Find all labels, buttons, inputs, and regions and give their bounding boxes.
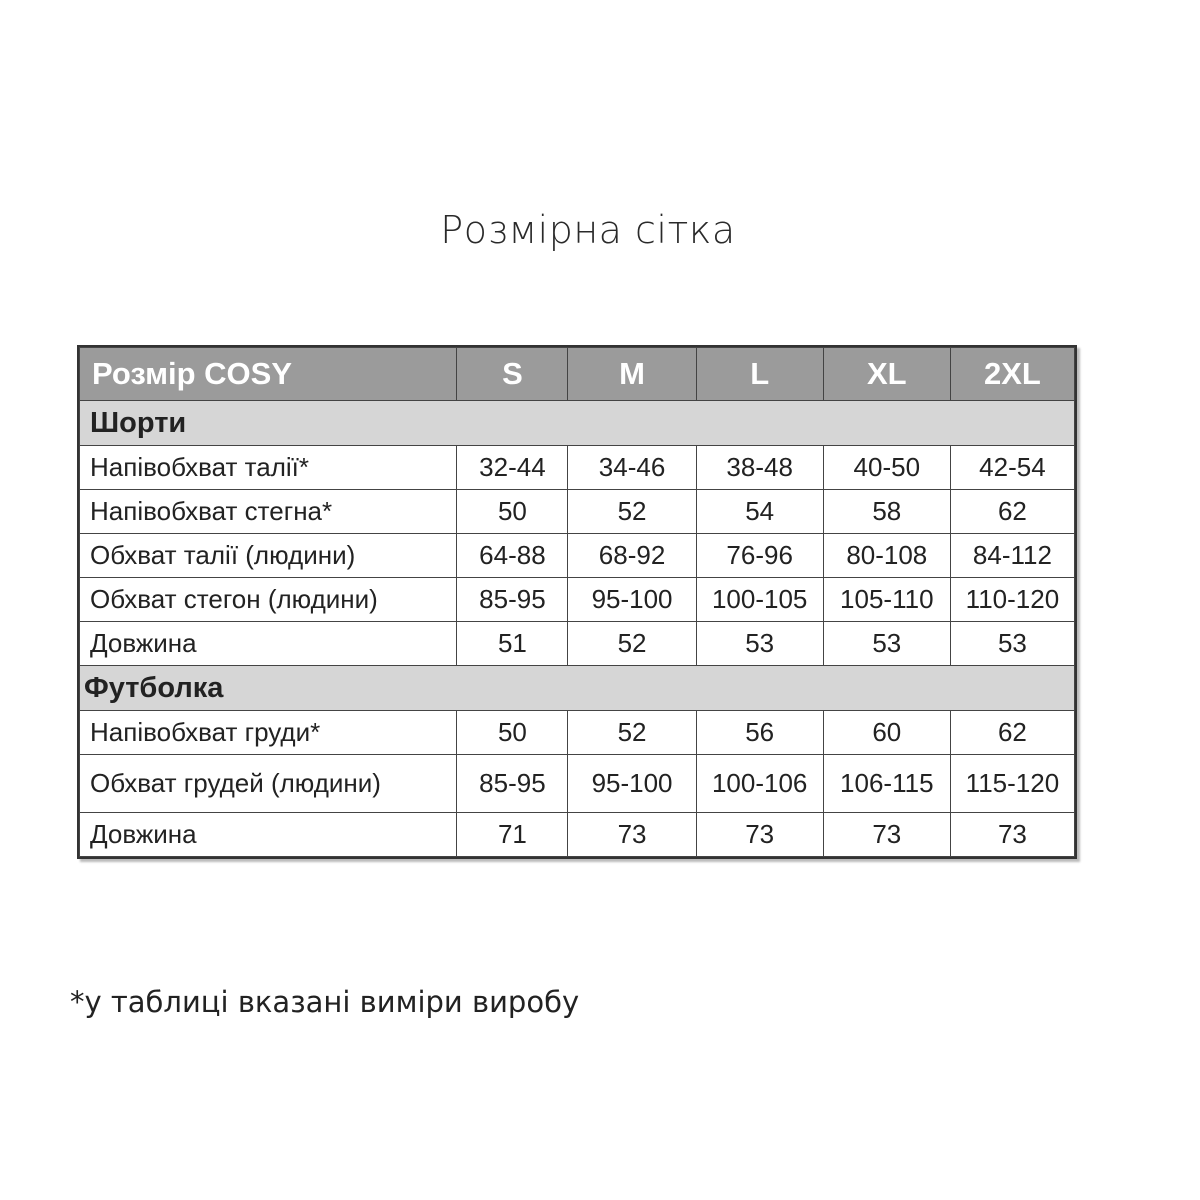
header-size-m: M (568, 348, 696, 401)
cell-value: 73 (696, 813, 823, 857)
section-title: Футболка (80, 666, 1075, 711)
cell-value: 105-110 (823, 578, 950, 622)
cell-value: 64-88 (457, 534, 568, 578)
cell-value: 100-105 (696, 578, 823, 622)
table-row (80, 813, 1075, 857)
cell-value: 52 (568, 490, 696, 534)
header-size-l: L (696, 348, 823, 401)
table-row (80, 534, 1075, 578)
cell-value: 60 (823, 711, 950, 755)
header-size-xl: XL (823, 348, 950, 401)
footnote: *у таблиці вказані виміри виробу (70, 985, 580, 1019)
size-table (79, 347, 1075, 857)
table-row (80, 490, 1075, 534)
cell-value: 73 (568, 813, 696, 857)
table-header-row (80, 348, 1075, 401)
row-label: Обхват талії (людини) (80, 534, 457, 578)
cell-value: 95-100 (568, 578, 696, 622)
cell-value: 62 (950, 490, 1074, 534)
cell-value: 53 (696, 622, 823, 666)
cell-value: 73 (950, 813, 1074, 857)
cell-value: 106-115 (823, 755, 950, 813)
cell-value: 115-120 (950, 755, 1074, 813)
row-label: Довжина (80, 622, 457, 666)
header-size-2xl: 2XL (950, 348, 1074, 401)
cell-value: 80-108 (823, 534, 950, 578)
cell-value: 62 (950, 711, 1074, 755)
cell-value: 84-112 (950, 534, 1074, 578)
row-label: Довжина (80, 813, 457, 857)
cell-value: 40-50 (823, 446, 950, 490)
section-row-shorts (80, 401, 1075, 446)
header-size-s: S (457, 348, 568, 401)
cell-value: 85-95 (457, 755, 568, 813)
cell-value: 53 (950, 622, 1074, 666)
cell-value: 100-106 (696, 755, 823, 813)
cell-value: 58 (823, 490, 950, 534)
table-row (80, 578, 1075, 622)
cell-value: 50 (457, 490, 568, 534)
header-size-label: Розмір COSY (80, 348, 457, 401)
cell-value: 73 (823, 813, 950, 857)
cell-value: 50 (457, 711, 568, 755)
row-label: Напівобхват груди* (80, 711, 457, 755)
table-row (80, 711, 1075, 755)
cell-value: 34-46 (568, 446, 696, 490)
section-title: Шорти (80, 401, 1075, 446)
cell-value: 110-120 (950, 578, 1074, 622)
cell-value: 85-95 (457, 578, 568, 622)
cell-value: 68-92 (568, 534, 696, 578)
cell-value: 53 (823, 622, 950, 666)
cell-value: 54 (696, 490, 823, 534)
cell-value: 52 (568, 622, 696, 666)
table-row (80, 755, 1075, 813)
cell-value: 38-48 (696, 446, 823, 490)
size-chart-table (77, 345, 1077, 859)
table-row (80, 446, 1075, 490)
cell-value: 76-96 (696, 534, 823, 578)
cell-value: 71 (457, 813, 568, 857)
row-label: Напівобхват стегна* (80, 490, 457, 534)
section-row-tshirt (80, 666, 1075, 711)
cell-value: 42-54 (950, 446, 1074, 490)
cell-value: 52 (568, 711, 696, 755)
page-title: Розмірна сітка (440, 208, 736, 252)
row-label: Напівобхват талії* (80, 446, 457, 490)
row-label: Обхват стегон (людини) (80, 578, 457, 622)
cell-value: 32-44 (457, 446, 568, 490)
cell-value: 56 (696, 711, 823, 755)
cell-value: 51 (457, 622, 568, 666)
row-label: Обхват грудей (людини) (80, 755, 457, 813)
table-row (80, 622, 1075, 666)
cell-value: 95-100 (568, 755, 696, 813)
